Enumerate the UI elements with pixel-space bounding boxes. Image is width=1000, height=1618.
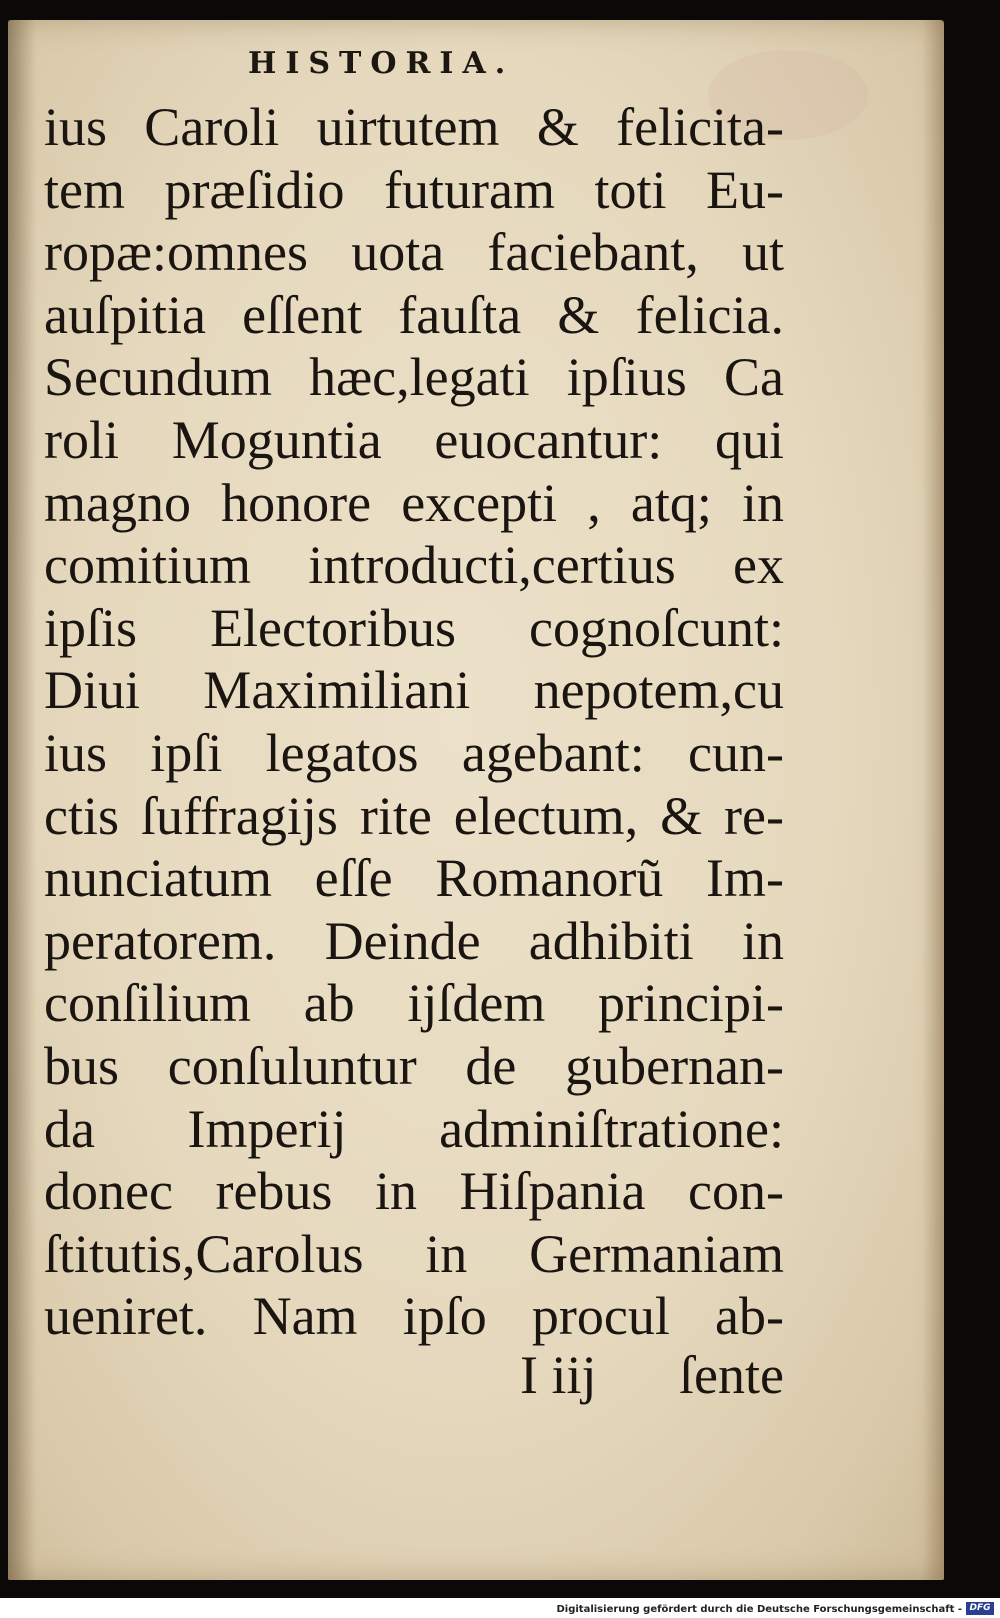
text-line: ſtitutis,Carolus in Germaniam bbox=[44, 1223, 784, 1284]
page-edge-shadow bbox=[922, 20, 944, 1580]
text-line: ius Caroli uirtutem & felicita- bbox=[44, 97, 784, 157]
text-line: ius ipſi legatos agebant: cun- bbox=[44, 722, 784, 783]
running-head: HISTORIA. bbox=[248, 46, 515, 81]
text-line: ropæ:omnes uota faciebant, ut bbox=[44, 222, 784, 283]
text-line: auſpitia eſſent fauſta & felicia. bbox=[44, 284, 784, 345]
text-line: ipſis Electoribus cognoſcunt: bbox=[44, 597, 784, 658]
text-line: peratorem. Deinde adhibiti in bbox=[44, 910, 784, 971]
text-line: donec rebus in Hiſpania con- bbox=[44, 1161, 784, 1222]
text-line: Diui Maximiliani nepotem,cu bbox=[44, 660, 784, 721]
text-line: magno honore excepti , atq; in bbox=[44, 472, 784, 533]
text-line: ctis ſuffragijs rite electum, & re- bbox=[44, 785, 784, 846]
text-line: roli Moguntia euocantur: qui bbox=[44, 409, 784, 470]
text-line: comitium introducti,certius ex bbox=[44, 535, 784, 596]
catchword: ſente bbox=[679, 1345, 784, 1405]
text-line: conſilium ab ijſdem principi- bbox=[44, 973, 784, 1034]
page-gutter-shadow bbox=[8, 20, 36, 1580]
dfg-logo-icon: DFG bbox=[966, 1602, 994, 1615]
signature-mark: I iij bbox=[520, 1345, 597, 1405]
text-line: da Imperij adminiſtratione: bbox=[44, 1098, 784, 1159]
text-line: ueniret. Nam ipſo procul ab- bbox=[44, 1286, 784, 1347]
text-line: nunciatum eſſe Romanorũ Im- bbox=[44, 848, 784, 909]
text-line: Secundum hæc,legati ipſius Ca bbox=[44, 347, 784, 408]
signature-line bbox=[520, 1344, 784, 1406]
funding-credit: Digitalisierung gefördert durch die Deutsche Forschungsgemeinschaft - bbox=[556, 1604, 962, 1615]
text-line: bus conſuluntur de gubernan- bbox=[44, 1035, 784, 1096]
text-line: tem præſidio futuram toti Eu- bbox=[44, 159, 784, 220]
digitization-footer bbox=[0, 1598, 1000, 1618]
body-text bbox=[44, 96, 784, 1348]
